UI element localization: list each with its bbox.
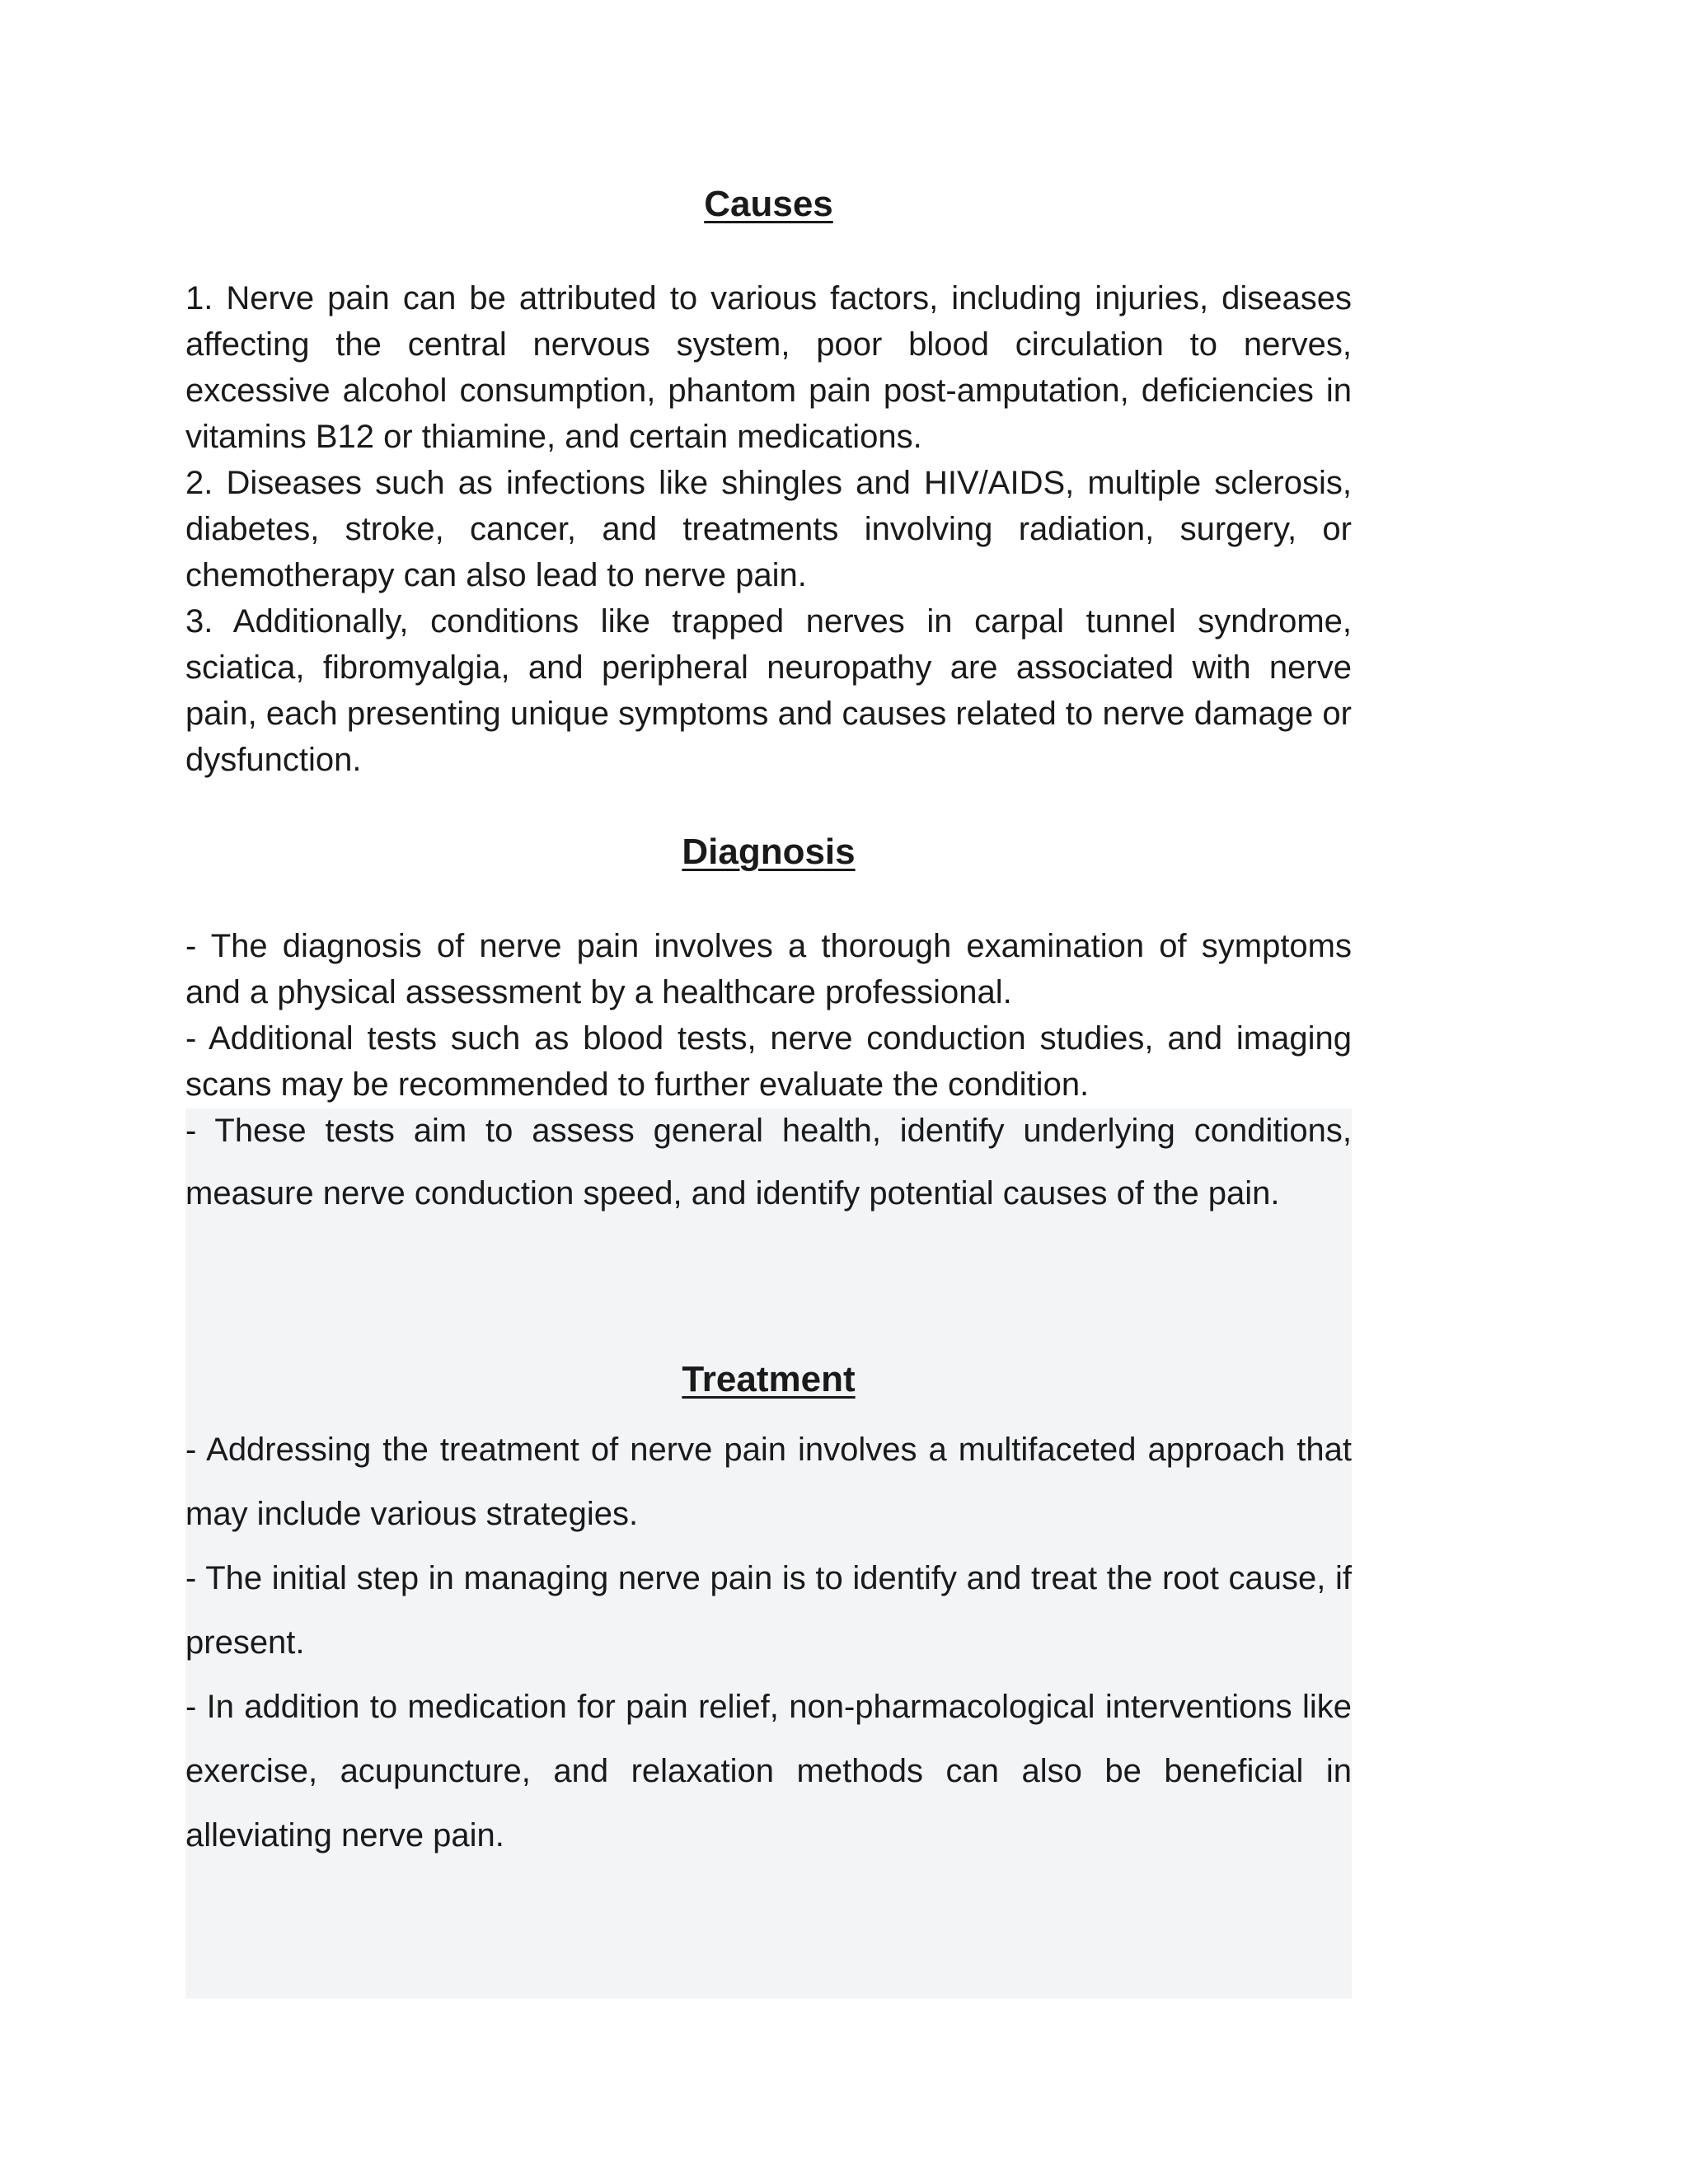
treatment-section — [185, 1418, 1352, 1868]
treatment-item-1: - Addressing the treatment of nerve pain involves a multifaceted approach that may include various strategies. — [185, 1432, 1352, 1532]
diagnosis-section — [185, 923, 1352, 1225]
diagnosis-item-3: - These tests aim to assess general health, identify underlying conditions, measure nerve conduction speed, and identify potential causes of the pain. — [185, 1113, 1352, 1212]
causes-item-1: 1. Nerve pain can be attributed to various factors, including injuries, diseases affecting the central nervous system, poor blood circulation to nerves, excessive alcohol consumption, phantom pain post-amputation, deficiencies in vitamins B12 or thiamine, and certain medications. — [185, 280, 1352, 455]
treatment-item-3: - In addition to medication for pain relief, non-pharmacological interventions like exercise, acupuncture, and relaxation methods can also be beneficial in alleviating nerve pain. — [185, 1689, 1352, 1854]
treatment-item-2: - The initial step in managing nerve pain is to identify and treat the root cause, if present. — [185, 1560, 1352, 1661]
diagnosis-item-2: - Additional tests such as blood tests, nerve conduction studies, and imaging scans may be recommended to further evaluate the condition. — [185, 1020, 1352, 1103]
causes-item-2: 2. Diseases such as infections like shingles and HIV/AIDS, multiple sclerosis, diabetes, stroke, cancer, and treatments involving radiation, surgery, or chemotherapy can also lead to nerve pain. — [185, 465, 1352, 593]
causes-section — [185, 275, 1352, 783]
diagnosis-heading: Diagnosis — [682, 832, 856, 872]
treatment-heading: Treatment — [682, 1359, 856, 1399]
causes-heading: Causes — [704, 184, 833, 224]
causes-item-3: 3. Additionally, conditions like trapped nerves in carpal tunnel syndrome, sciatica, fibromyalgia, and peripheral neuropathy are associated with nerve pain, each presenting unique symptoms and causes related to nerve damage or dysfunction. — [185, 603, 1352, 778]
diagnosis-item-1: - The diagnosis of nerve pain involves a thorough examination of symptoms and a physical assessment by a healthcare professional. — [185, 928, 1352, 1010]
